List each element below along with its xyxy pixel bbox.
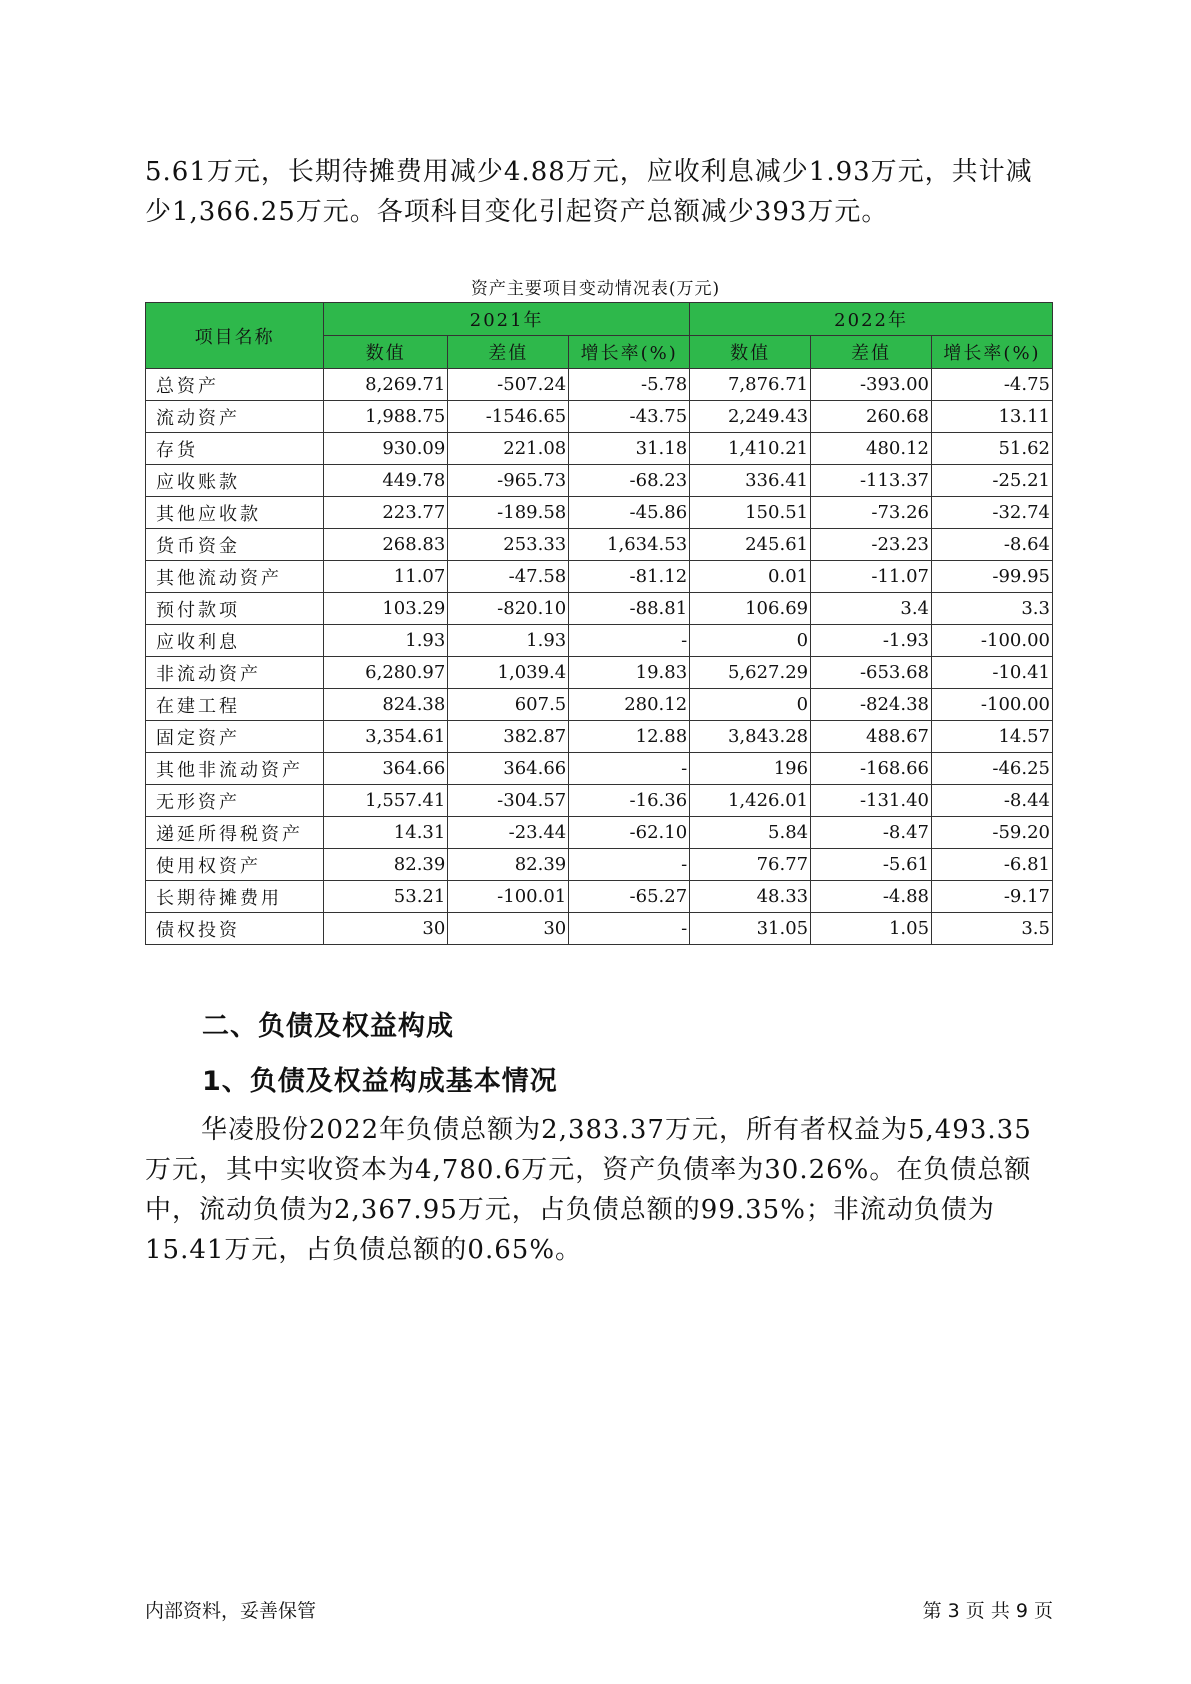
table-header bbox=[146, 303, 1053, 369]
footer-confidential-note: 内部资料，妥善保管 bbox=[145, 1600, 317, 1622]
row-cell-value: 480.12 bbox=[811, 433, 932, 465]
row-cell-value: 53.21 bbox=[324, 881, 448, 913]
row-item-name: 使用权资产 bbox=[146, 849, 324, 881]
table-row bbox=[146, 753, 1053, 785]
row-cell-value: -5.61 bbox=[811, 849, 932, 881]
row-cell-value: 221.08 bbox=[448, 433, 569, 465]
row-cell-value: 3.4 bbox=[811, 593, 932, 625]
row-cell-value: 3.3 bbox=[932, 593, 1053, 625]
table-row bbox=[146, 625, 1053, 657]
row-cell-value: -45.86 bbox=[569, 497, 690, 529]
header-diff-2021: 差值 bbox=[448, 336, 569, 369]
row-cell-value: - bbox=[569, 625, 690, 657]
row-item-name: 应收利息 bbox=[146, 625, 324, 657]
row-cell-value: 11.07 bbox=[324, 561, 448, 593]
row-cell-value: -46.25 bbox=[932, 753, 1053, 785]
section-heading: 二、负债及权益构成 bbox=[202, 1011, 454, 1042]
row-item-name: 长期待摊费用 bbox=[146, 881, 324, 913]
row-cell-value: 488.67 bbox=[811, 721, 932, 753]
row-cell-value: 268.83 bbox=[324, 529, 448, 561]
row-cell-value: 1.93 bbox=[448, 625, 569, 657]
row-cell-value: 31.18 bbox=[569, 433, 690, 465]
header-value-2021: 数值 bbox=[324, 336, 448, 369]
row-item-name: 递延所得税资产 bbox=[146, 817, 324, 849]
table-row bbox=[146, 817, 1053, 849]
row-cell-value: -16.36 bbox=[569, 785, 690, 817]
table-row bbox=[146, 881, 1053, 913]
row-cell-value: - bbox=[569, 753, 690, 785]
row-cell-value: 449.78 bbox=[324, 465, 448, 497]
row-cell-value: 0.01 bbox=[690, 561, 811, 593]
row-cell-value: -653.68 bbox=[811, 657, 932, 689]
row-cell-value: -824.38 bbox=[811, 689, 932, 721]
row-cell-value: -189.58 bbox=[448, 497, 569, 529]
row-item-name: 存货 bbox=[146, 433, 324, 465]
table-row bbox=[146, 529, 1053, 561]
row-cell-value: 260.68 bbox=[811, 401, 932, 433]
row-cell-value: 30 bbox=[324, 913, 448, 945]
row-cell-value: 1.93 bbox=[324, 625, 448, 657]
header-value-2022: 数值 bbox=[690, 336, 811, 369]
row-cell-value: -6.81 bbox=[932, 849, 1053, 881]
row-cell-value: -23.44 bbox=[448, 817, 569, 849]
row-cell-value: 1,557.41 bbox=[324, 785, 448, 817]
row-cell-value: -73.26 bbox=[811, 497, 932, 529]
row-cell-value: 930.09 bbox=[324, 433, 448, 465]
table-row bbox=[146, 721, 1053, 753]
row-cell-value: -4.88 bbox=[811, 881, 932, 913]
row-cell-value: - bbox=[569, 849, 690, 881]
table-row bbox=[146, 913, 1053, 945]
row-cell-value: -1546.65 bbox=[448, 401, 569, 433]
row-cell-value: -131.40 bbox=[811, 785, 932, 817]
row-item-name: 流动资产 bbox=[146, 401, 324, 433]
row-cell-value: -507.24 bbox=[448, 369, 569, 401]
table-row bbox=[146, 465, 1053, 497]
row-cell-value: -62.10 bbox=[569, 817, 690, 849]
row-item-name: 其他应收款 bbox=[146, 497, 324, 529]
row-item-name: 应收账款 bbox=[146, 465, 324, 497]
row-cell-value: 31.05 bbox=[690, 913, 811, 945]
row-cell-value: 3,354.61 bbox=[324, 721, 448, 753]
row-cell-value: -65.27 bbox=[569, 881, 690, 913]
row-cell-value: -9.17 bbox=[932, 881, 1053, 913]
liability-paragraph: 华凌股份2022年负债总额为2,383.37万元，所有者权益为5,493.35万元，其中实收资本为4,780.6万元，资产负债率为30.26%。在负债总额中，流动负债为2,367.95万元，占负债总额的99.35%；非流动负债为15.41万元，占负债总额的0.65%。 bbox=[145, 1115, 1032, 1265]
row-cell-value: 824.38 bbox=[324, 689, 448, 721]
row-item-name: 货币资金 bbox=[146, 529, 324, 561]
row-cell-value: 150.51 bbox=[690, 497, 811, 529]
row-cell-value: -43.75 bbox=[569, 401, 690, 433]
row-cell-value: 82.39 bbox=[448, 849, 569, 881]
row-cell-value: 106.69 bbox=[690, 593, 811, 625]
row-cell-value: 14.31 bbox=[324, 817, 448, 849]
row-item-name: 非流动资产 bbox=[146, 657, 324, 689]
row-cell-value: 14.57 bbox=[932, 721, 1053, 753]
row-cell-value: -820.10 bbox=[448, 593, 569, 625]
row-cell-value: 19.83 bbox=[569, 657, 690, 689]
row-cell-value: 3.5 bbox=[932, 913, 1053, 945]
row-cell-value: 382.87 bbox=[448, 721, 569, 753]
table-row bbox=[146, 785, 1053, 817]
row-cell-value: -1.93 bbox=[811, 625, 932, 657]
table-row bbox=[146, 849, 1053, 881]
row-cell-value: -47.58 bbox=[448, 561, 569, 593]
row-cell-value: 196 bbox=[690, 753, 811, 785]
header-growth-2022: 增长率(%) bbox=[932, 336, 1053, 369]
row-cell-value: 1,988.75 bbox=[324, 401, 448, 433]
row-cell-value: -168.66 bbox=[811, 753, 932, 785]
row-cell-value: 5,627.29 bbox=[690, 657, 811, 689]
row-cell-value: 0 bbox=[690, 625, 811, 657]
header-year-2021: 2021年 bbox=[324, 303, 690, 336]
row-cell-value: -88.81 bbox=[569, 593, 690, 625]
row-item-name: 无形资产 bbox=[146, 785, 324, 817]
row-item-name: 其他非流动资产 bbox=[146, 753, 324, 785]
row-cell-value: 48.33 bbox=[690, 881, 811, 913]
row-cell-value: -8.64 bbox=[932, 529, 1053, 561]
row-cell-value: -68.23 bbox=[569, 465, 690, 497]
row-cell-value: 30 bbox=[448, 913, 569, 945]
row-cell-value: 1,634.53 bbox=[569, 529, 690, 561]
row-cell-value: -99.95 bbox=[932, 561, 1053, 593]
row-cell-value: 2,249.43 bbox=[690, 401, 811, 433]
row-cell-value: -100.00 bbox=[932, 689, 1053, 721]
row-item-name: 其他流动资产 bbox=[146, 561, 324, 593]
row-cell-value: 5.84 bbox=[690, 817, 811, 849]
row-cell-value: 336.41 bbox=[690, 465, 811, 497]
row-item-name: 固定资产 bbox=[146, 721, 324, 753]
row-cell-value: 82.39 bbox=[324, 849, 448, 881]
header-diff-2022: 差值 bbox=[811, 336, 932, 369]
row-cell-value: 51.62 bbox=[932, 433, 1053, 465]
row-cell-value: 245.61 bbox=[690, 529, 811, 561]
row-cell-value: -25.21 bbox=[932, 465, 1053, 497]
row-cell-value: -5.78 bbox=[569, 369, 690, 401]
footer-page-number: 第 3 页 共 9 页 bbox=[922, 1600, 1053, 1622]
row-cell-value: 223.77 bbox=[324, 497, 448, 529]
row-cell-value: -8.47 bbox=[811, 817, 932, 849]
header-growth-2021: 增长率(%) bbox=[569, 336, 690, 369]
table-row bbox=[146, 657, 1053, 689]
table-row bbox=[146, 433, 1053, 465]
row-cell-value: 607.5 bbox=[448, 689, 569, 721]
row-cell-value: -81.12 bbox=[569, 561, 690, 593]
row-cell-value: 8,269.71 bbox=[324, 369, 448, 401]
table-row bbox=[146, 369, 1053, 401]
row-cell-value: 0 bbox=[690, 689, 811, 721]
row-item-name: 在建工程 bbox=[146, 689, 324, 721]
row-cell-value: 253.33 bbox=[448, 529, 569, 561]
row-item-name: 总资产 bbox=[146, 369, 324, 401]
asset-change-table bbox=[145, 302, 1053, 945]
row-cell-value: 280.12 bbox=[569, 689, 690, 721]
subsection-heading: 1、负债及权益构成基本情况 bbox=[202, 1066, 558, 1097]
table-row bbox=[146, 561, 1053, 593]
row-cell-value: 1,039.4 bbox=[448, 657, 569, 689]
row-cell-value: 7,876.71 bbox=[690, 369, 811, 401]
table-row bbox=[146, 401, 1053, 433]
row-cell-value: -59.20 bbox=[932, 817, 1053, 849]
row-cell-value: -100.00 bbox=[932, 625, 1053, 657]
table-row bbox=[146, 497, 1053, 529]
row-cell-value: -100.01 bbox=[448, 881, 569, 913]
row-cell-value: 103.29 bbox=[324, 593, 448, 625]
row-cell-value: -965.73 bbox=[448, 465, 569, 497]
table-caption: 资产主要项目变动情况表(万元) bbox=[470, 279, 721, 299]
row-cell-value: 1,410.21 bbox=[690, 433, 811, 465]
table-row bbox=[146, 593, 1053, 625]
row-cell-value: -10.41 bbox=[932, 657, 1053, 689]
row-cell-value: -4.75 bbox=[932, 369, 1053, 401]
header-item-name: 项目名称 bbox=[146, 303, 324, 369]
row-cell-value: 1.05 bbox=[811, 913, 932, 945]
row-cell-value: -113.37 bbox=[811, 465, 932, 497]
table-row bbox=[146, 689, 1053, 721]
row-cell-value: 364.66 bbox=[448, 753, 569, 785]
row-cell-value: 1,426.01 bbox=[690, 785, 811, 817]
row-cell-value: -8.44 bbox=[932, 785, 1053, 817]
row-item-name: 预付款项 bbox=[146, 593, 324, 625]
row-cell-value: 3,843.28 bbox=[690, 721, 811, 753]
row-cell-value: 13.11 bbox=[932, 401, 1053, 433]
row-cell-value: -23.23 bbox=[811, 529, 932, 561]
row-cell-value: 76.77 bbox=[690, 849, 811, 881]
table-body bbox=[146, 369, 1053, 945]
row-cell-value: 6,280.97 bbox=[324, 657, 448, 689]
row-cell-value: -32.74 bbox=[932, 497, 1053, 529]
row-cell-value: -11.07 bbox=[811, 561, 932, 593]
row-cell-value: 12.88 bbox=[569, 721, 690, 753]
row-cell-value: -304.57 bbox=[448, 785, 569, 817]
row-cell-value: -393.00 bbox=[811, 369, 932, 401]
row-item-name: 债权投资 bbox=[146, 913, 324, 945]
header-year-2022: 2022年 bbox=[690, 303, 1053, 336]
intro-paragraph: 5.61万元，长期待摊费用减少4.88万元，应收利息减少1.93万元，共计减少1,366.25万元。各项科目变化引起资产总额减少393万元。 bbox=[145, 157, 1033, 227]
row-cell-value: 364.66 bbox=[324, 753, 448, 785]
row-cell-value: - bbox=[569, 913, 690, 945]
